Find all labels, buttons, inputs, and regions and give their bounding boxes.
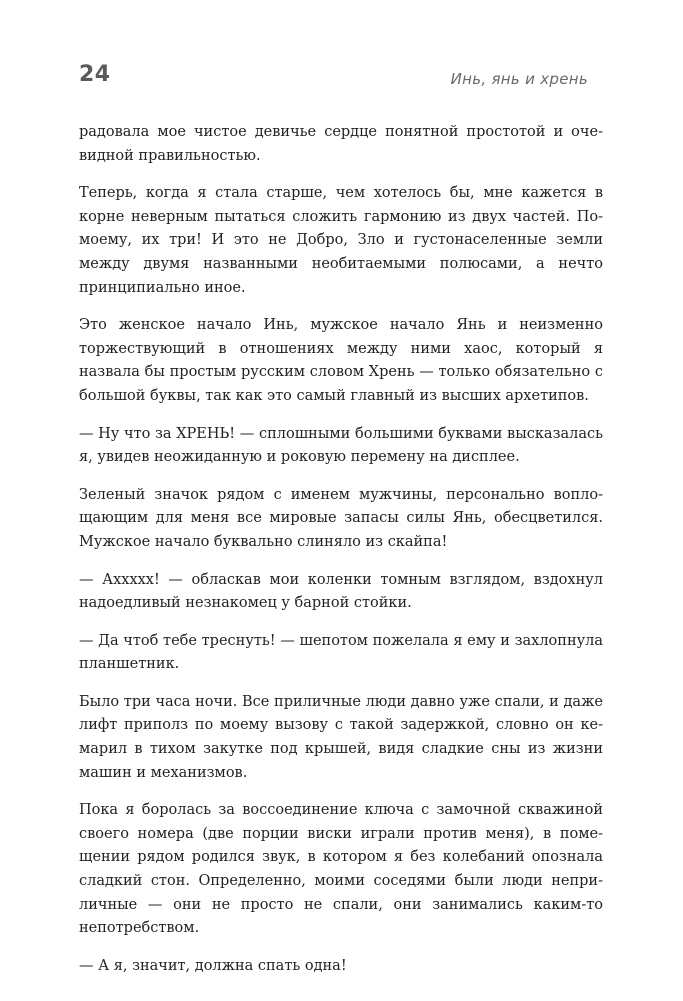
paragraph: — Да чтоб тебе треснуть! — шепотом пожелала я ему и захлопнула планшетник. [79,632,603,673]
paragraph: Это женское начало Инь, мужское начало Янь и неизменно торжествующий в отношениях между ними хаос, который я назвала бы простым русским словом Хрень — только обязательно с большой буквы, так как это самый главный из высших архетипов. [79,317,603,404]
paragraph: радовала мое чистое девичье сердце понятной простотой и очевидной правильностью. [79,124,603,164]
paragraph: — А я, значит, должна спать одна! [79,957,347,974]
paragraph: Пока я боролась за воссоединение ключа с замочной скважиной своего номера (две порции виски играли против меня), в помещении рядом родился звук, в котором я без колебаний опознала сладкий стон. Определенно, моими соседями были люди неприличные — они не просто не спали, они занимались каким-то непотребством. [79,802,603,937]
paragraph: Было три часа ночи. Все приличные люди давно уже спали, и даже лифт приполз по моему вызову с такой задержкой, словно он кемарил в тихом закутке под крышей, видя сладкие сны из жизни машин и механизмов. [79,693,603,781]
running-title: Инь, янь и хрень [450,70,588,88]
body-text [79,121,603,992]
paragraph: — Аххххх! — обласкав мои коленки томным взглядом, вздохнул надоедливый незнакомец у барной стойки. [79,571,603,612]
paragraph: Зеленый значок рядом с именем мужчины, персонально воплощающим для меня все мировые запасы силы Янь, обесцветился. Мужское начало буквально слиняло из скайпа! [79,486,603,550]
page-number: 24 [79,62,111,87]
paragraph: — Ну что за ХРЕНЬ! — сплошными большими буквами высказалась я, увидев неожиданную и роковую перемену на дисплее. [79,425,603,466]
paragraph: Теперь, когда я стала старше, чем хотелось бы, мне кажется в корне неверным пытаться сложить гармонию из двух частей. По-моему, их три! И это не Добро, Зло и густонаселенные земли между двумя названными необитаемыми полюсами, а нечто принципиально иное. [79,185,603,296]
